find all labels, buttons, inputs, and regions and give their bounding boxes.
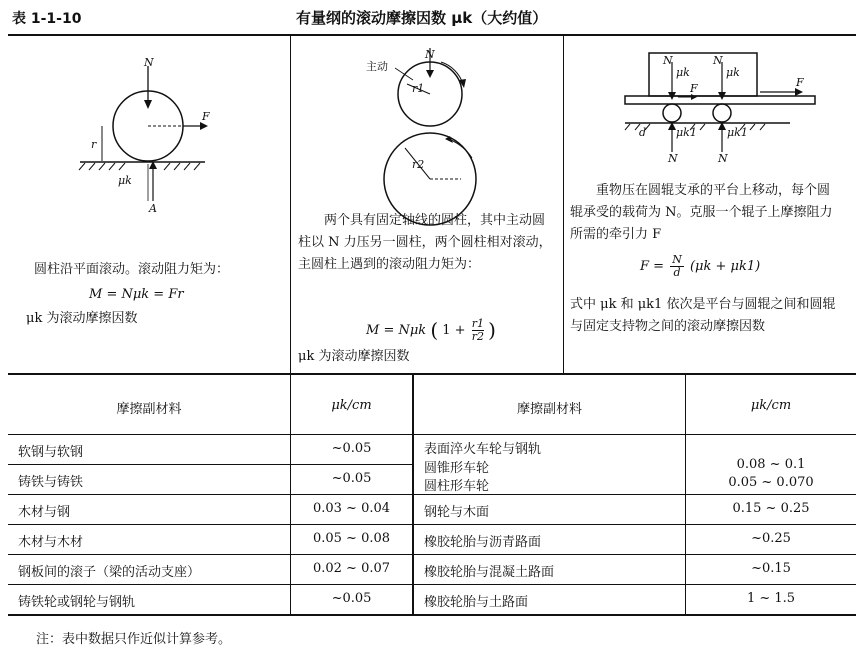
left-row-4-material: 木材与木材 [18,535,84,550]
right-row-2-material: 橡胶轮胎与沥青路面 [424,535,542,550]
ground-hatching [79,163,200,170]
panel2-formula-num: r1 [471,317,484,330]
label-mu: μk [118,174,132,187]
table-title: 有量纲的滚动摩擦因数 μk（大约值） [296,9,548,27]
panel3-formula-lhs: F = [640,259,665,274]
label-mu1-3a: μk1 [676,126,697,139]
panel1-formula: M = Nμk = Fr [89,287,184,302]
rolling-cylinder-diagram [0,36,290,236]
panel3-formula-num: N [672,253,682,266]
pull-force-arrowhead [200,122,208,130]
panel2-text-2: μk 为滚动摩擦因数 [298,349,410,364]
table-header-rule [8,434,856,435]
label-N-3d: N [718,152,728,165]
right-row-4-value: 1 ~ 1.5 [746,591,796,606]
left-row-5-value: 0.02 ~ 0.07 [312,561,391,576]
header-material-left: 摩擦副材料 [116,402,182,417]
two-cylinders-diagram [291,36,563,216]
label-N-2: N [425,48,435,61]
left-row-6-value: ~0.05 [331,591,372,606]
right-row-4-material: 橡胶轮胎与土路面 [424,595,529,610]
panel2-formula-one: 1 + [442,323,466,338]
panel3-formula-den: d [673,266,681,279]
panel2-formula-den: r2 [471,330,484,343]
right-group-sub1: 圆锥形车轮 [424,461,490,476]
label-N-3c: N [668,152,678,165]
label-mu1-3b: μk1 [727,126,748,139]
drive-pointer [395,68,413,80]
right-row-2-value: ~0.25 [751,531,791,546]
label-drive: 主动 [366,60,388,73]
panel1-text-1: 圆柱沿平面滚动。滚动阻力矩为： [34,262,230,277]
left-row-1-material: 软钢与软钢 [18,445,84,460]
right-row-3-material: 橡胶轮胎与混凝土路面 [424,565,555,580]
left-row-2-value: ~0.05 [331,471,372,486]
right-row-1-value: 0.15 ~ 0.25 [732,501,810,516]
label-N-3a: N [663,54,673,67]
header-mu-left: μk/cm [331,398,372,413]
left-row-1-value: ~0.05 [331,441,372,456]
roller-right [713,104,731,122]
panel2-formula-prefix: M = Nμk [366,323,427,338]
table-bottom-rule [8,614,856,616]
label-F-3b: F [690,82,698,95]
label-F: F [202,110,210,123]
panel3-formula [640,254,760,279]
footnote: 注：表中数据只作近似计算参考。 [36,632,232,647]
label-r2: r2 [412,158,425,171]
panel3-paragraph: 重物压在圆辊支承的平台上移动，每个圆辊承受的载荷为 N。克服一个辊子上摩擦阻力所需的牵引力 F [570,183,833,242]
panel3-paragraph-2: 式中 μk 和 μk1 依次是平台与圆辊之间和圆辊与固定支持物之间的滚动摩擦因数 [570,297,836,334]
roller-platform-diagram [570,40,860,170]
label-r1: r1 [412,82,425,95]
right-group-val2: 0.05 ~ 0.070 [728,475,814,490]
label-r: r [91,138,97,151]
label-F-3: F [796,76,804,89]
header-mu-right: μk/cm [750,398,792,413]
label-N: N [144,56,154,69]
left-row-6-material: 铸铁轮或钢轮与钢轨 [18,595,136,610]
panel-divider-2 [563,35,564,373]
label-mu-3a: μk [676,66,690,79]
right-group-val1: 0.08 ~ 0.1 [736,457,806,472]
left-row-3-material: 木材与钢 [18,505,71,520]
panel3-formula-rhs: (μk + μk1) [689,259,761,274]
label-mu-3b: μk [726,66,740,79]
right-group-title: 表面淬火车轮与钢轨 [424,442,542,457]
left-row-2-material: 铸铁与铸铁 [18,475,84,490]
roller-left [663,104,681,122]
normal-force-arrowhead-2 [426,70,434,78]
right-group-sub2: 圆柱形车轮 [424,479,490,494]
label-A: A [149,202,157,215]
platform-plate [625,96,815,104]
rotation-arrowhead-2 [445,136,453,143]
left-row-3-value: 0.03 ~ 0.04 [312,501,391,516]
panel1-text-2: μk 为滚动摩擦因数 [26,311,138,326]
table-top-rule [8,373,856,375]
left-row-5-material: 钢板间的滚子（梁的活动支座） [18,565,201,580]
right-row-3-value: ~0.15 [751,561,791,576]
label-d: d [639,126,647,139]
panel2-paragraph: 两个具有固定轴线的圆柱，其中主动圆柱以 N 力压另一圆柱，两个圆柱相对滚动，主圆柱上遇到的滚动阻力矩为： [298,213,552,272]
table-number: 表 1-1-10 [12,11,82,27]
normal-force-arrowhead [144,100,152,109]
header-material-right: 摩擦副材料 [516,402,582,417]
left-row-4-value: 0.05 ~ 0.08 [312,531,391,546]
label-N-3b: N [713,54,723,67]
right-row-1-material: 钢轮与木面 [424,505,490,520]
panel2-formula: M = Nμk ( 1 + $\frac{r1}{r2}$ ) [366,317,496,343]
